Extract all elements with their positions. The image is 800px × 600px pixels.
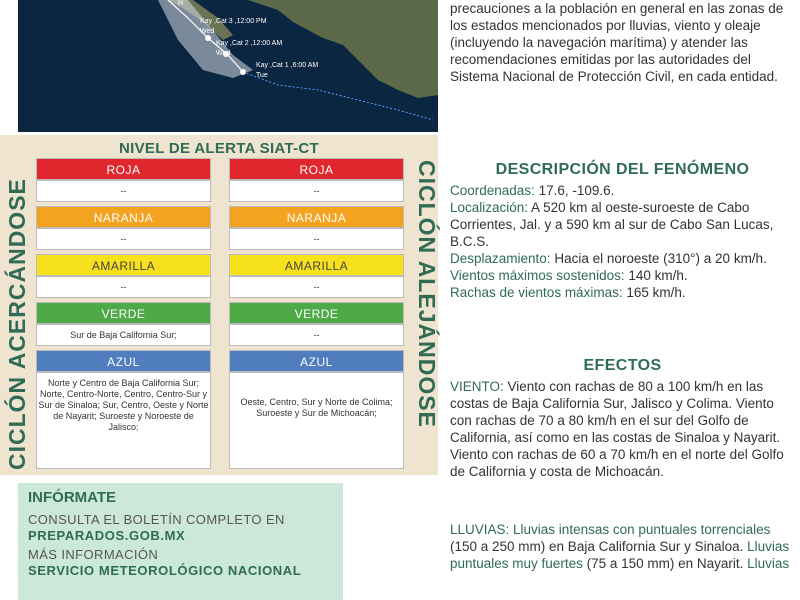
info-heading: INFÓRMATE xyxy=(28,489,117,506)
effects-wind-label: VIENTO: xyxy=(450,379,504,394)
departing-amarilla-value: -- xyxy=(229,276,404,298)
preparados-link[interactable]: PREPARADOS.GOB.MX xyxy=(28,528,186,543)
gust-value: 165 km/h. xyxy=(622,285,686,300)
departing-naranja-header: NARANJA xyxy=(229,206,404,228)
coords-label: Coordenadas: xyxy=(450,183,535,198)
effects-rain-text-4: (75 a 150 mm) en Nayarit. xyxy=(582,556,744,571)
approaching-naranja-value: -- xyxy=(36,228,211,250)
departing-roja-header: ROJA xyxy=(229,158,404,180)
departing-column xyxy=(229,158,404,473)
description-title: DESCRIPCIÓN DEL FENÓMENO xyxy=(495,161,750,178)
coords-row xyxy=(450,182,795,199)
location-value: A 520 km al oeste-suroeste de Cabo Corrientes, Jal. y a 590 km al sur de Cabo San Lucas, B.C.S. xyxy=(450,200,774,249)
intro-paragraph: precauciones a la población en general en las zonas de los estados mencionados por lluvias, viento y oleaje (incluyendo la navegación marítima) y atender las recomendaciones emitidas por las autoridades del Sistema Nacional de Protección Civil, en cada entidad. xyxy=(450,1,784,84)
departing-roja-value: -- xyxy=(229,180,404,202)
alert-panel-title: NIVEL DE ALERTA SIAT-CT xyxy=(119,140,319,157)
location-row xyxy=(450,199,795,250)
track-label-1: Kay ,Cat 3 ,12:00 PM xyxy=(200,18,267,25)
info-box xyxy=(18,483,343,600)
wind-value: 140 km/h. xyxy=(624,268,688,283)
approaching-verde-header: VERDE xyxy=(36,302,211,324)
track-label-3-day: Tue xyxy=(256,72,268,79)
approaching-vertical-label: CICLÓN ACERCÁNDOSE xyxy=(4,178,30,470)
approaching-roja-value: -- xyxy=(36,180,211,202)
departing-verde-value: -- xyxy=(229,324,404,346)
effects-rain-label: LLUVIAS: xyxy=(450,522,510,537)
storm-track-map xyxy=(18,0,438,132)
smn-link[interactable]: SERVICIO METEOROLÓGICO NACIONAL xyxy=(28,563,302,578)
departing-azul-value: Oeste, Centro, Sur y Norte de Colima; Suroeste y Sur de Michoacán; xyxy=(229,372,404,469)
track-label-3: Kay ,Cat 1 ,6:00 AM xyxy=(256,62,319,69)
info-line-more: MÁS INFORMACIÓN xyxy=(28,547,159,562)
gust-label: Rachas de vientos máximas: xyxy=(450,285,623,300)
approaching-roja-header: ROJA xyxy=(36,158,211,180)
effects-wind-paragraph xyxy=(450,378,795,480)
departing-azul-header: AZUL xyxy=(229,350,404,372)
approaching-amarilla-header: AMARILLA xyxy=(36,254,211,276)
effects-wind-text: Viento con rachas de 80 a 100 km/h en las costas de Baja California Sur, Jalisco y Colima. Viento con rachas de 70 a 80 km/h en el sur del Golfo de California, así como en las costas de Sinaloa y Nayarit. Viento con rachas de 60 a 70 km/h en el norte del Golfo de California y costa de Michoacán. xyxy=(450,379,784,479)
approaching-column xyxy=(36,158,211,473)
departing-verde-header: VERDE xyxy=(229,302,404,324)
coords-value: 17.6, -109.6. xyxy=(534,183,615,198)
approaching-azul-value: Norte y Centro de Baja California Sur; Norte, Centro-Norte, Centro, Centro-Sur y Sur de Sinaloa; Sur, Centro, Oeste y Norte de Nayarit; Suroeste y Noroeste de Jalisco; xyxy=(36,372,211,469)
effects-rain-text-1: Lluvias intensas con puntuales torrenciales xyxy=(509,522,771,537)
departing-vertical-label: CICLÓN ALEJÁNDOSE xyxy=(414,160,440,428)
effects-rain-text-5: Lluvias xyxy=(743,556,790,571)
approaching-amarilla-value: -- xyxy=(36,276,211,298)
approaching-azul-header: AZUL xyxy=(36,350,211,372)
effects-title: EFECTOS xyxy=(583,357,662,374)
location-label: Localización: xyxy=(450,200,529,215)
track-label-1-day: Wed xyxy=(200,28,215,35)
gust-row xyxy=(450,284,795,301)
hurricane-marker-1: H xyxy=(178,0,184,7)
effects-rain-text-2: (150 a 250 mm) en Baja California Sur y Sinaloa. xyxy=(450,539,744,554)
info-line-bulletin: CONSULTA EL BOLETÍN COMPLETO EN xyxy=(28,512,285,527)
alert-level-panel xyxy=(0,135,438,475)
approaching-naranja-header: NARANJA xyxy=(36,206,211,228)
wind-label: Vientos máximos sostenidos: xyxy=(450,268,625,283)
wind-row xyxy=(450,267,795,284)
effects-rain-paragraph xyxy=(450,521,795,572)
movement-label: Desplazamiento: xyxy=(450,251,551,266)
track-label-2-day: Wed xyxy=(216,50,231,57)
track-label-2: Kay ,Cat 2 ,12:00 AM xyxy=(216,40,283,47)
departing-amarilla-header: AMARILLA xyxy=(229,254,404,276)
effects-rain-text-3: Lluvias puntuales muy fuertes xyxy=(450,539,790,571)
departing-naranja-value: -- xyxy=(229,228,404,250)
movement-row xyxy=(450,250,795,267)
movement-value: Hacia el noroeste (310°) a 20 km/h. xyxy=(550,251,767,266)
description-block xyxy=(450,182,795,301)
approaching-verde-value: Sur de Baja California Sur; xyxy=(36,324,211,346)
